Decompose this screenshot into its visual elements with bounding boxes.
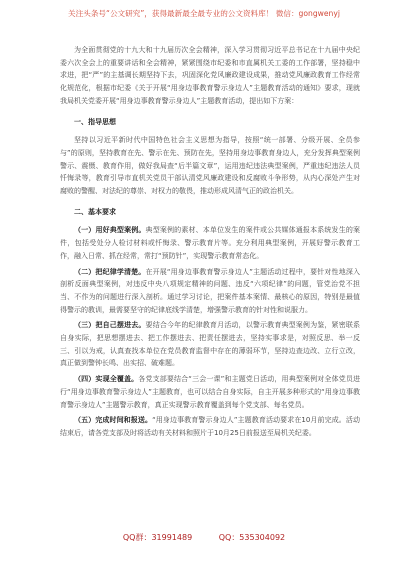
qq-number-text: QQ：535304092 — [218, 533, 286, 542]
requirement-2 — [60, 266, 360, 317]
requirement-5-text: “用身边事教育警示身边人”主题教育活动要求在10月前完成。活动结束后，请各党支部及时将活动有关材料和照片于10月25日前报送至局机关纪委。 — [60, 416, 360, 437]
requirement-5-lead: （五）完成时间和报送。 — [74, 416, 153, 425]
section-heading-basic-requirements: 二、基本要求 — [74, 207, 116, 216]
promo-banner-line: 关注头条号“公文研究”，获得最新最全最专业的公文资料库！ 微信：gongwenyj — [68, 9, 340, 18]
requirement-1 — [60, 224, 360, 262]
requirement-2-text: 在开展“用身边事教育警示身边人”主题活动过程中，要针对性地深入剖析反面典型案例，对违反中央八项规定精神的问题、违反“六项纪律”的问题，管党治党不担当、不作为的问题进行深入剖析。通过学习讨论，把案件基本案情、最核心的原因，特别是最值得警示的教训，最需要坚守的纪律底线学清楚，增强警示教育的针对性和说服力。 — [60, 267, 360, 314]
qq-group-text: QQ群：31991489 — [122, 533, 193, 542]
requirement-3 — [60, 319, 360, 370]
requirement-4-text: 各党支部要结合“三会一课”和主题党日活动，用典型案例对全体党员进行“用身边事教育警示身边人”主题教育，也可以结合自身实际，自主开展多种形式的“用身边事教育警示身边人”主题警示教育，真正实现警示教育覆盖到每个党支部、每名党员。 — [60, 375, 360, 409]
document-body — [60, 44, 360, 443]
requirement-3-lead: （三）把自己摆进去。 — [74, 321, 146, 330]
requirement-1-text: 典型案例的素材、本单位发生的案件或公共媒体通报本系统发生的案件，包括受处分人检讨材料或忏悔录、警示教育片等。充分利用典型案例，开展好警示教育工作，融入日常、抓在经常，常打“预防针”，实现警示教育常态化。 — [60, 226, 361, 260]
section-heading-guiding-ideology: 一、指导思想 — [74, 117, 116, 126]
requirement-2-lead: （二）把纪律学清楚。 — [74, 267, 146, 276]
requirement-4 — [60, 373, 360, 411]
requirement-5 — [60, 414, 360, 439]
guiding-ideology-paragraph: 坚持以习近平新时代中国特色社会主义思想为指导，按照“统一部署、分级开展、全员参与”的原则，坚持教育在先、警示在先、预防在先，坚持用身边事教育身边人，充分发挥典型案例警示、震慑、教育作用，做好我局查“后半篇文章”，运用违纪违法典型案例，严重违纪违法人员忏悔录等，教育引导市直机关党员干部认清党风廉政建设和反腐败斗争形势，从内心深处产生对腐败的警醒、对法纪的尊崇、对权力的敬畏，推动形成风清气正的政治机关。 — [60, 136, 360, 196]
contact-footer — [0, 532, 408, 543]
requirement-4-lead: （四）实现全覆盖。 — [74, 375, 139, 384]
requirement-3-text: 要结合今年的纪律教育月活动，以警示教育典型案例为鉴，紧密联系自身实际，把思想摆进去、把工作摆进去、把责任摆进去，坚持实事求是，对照反思、举一反三、引以为戒，认真查找本单位在党员教育监督中存在的薄弱环节，坚持边查边改、立行立改，真正做到警钟长鸣、出实招、破难题。 — [60, 321, 361, 368]
requirement-1-lead: （一）用好典型案例。 — [74, 226, 146, 235]
promo-banner — [0, 8, 408, 30]
intro-paragraph: 为全面贯彻党的十九大和十九届历次全会精神，深入学习贯彻习近平总书记在十九届中央纪委六次全会上的重要讲话和全会精神，紧紧围绕市纪委和市直属机关工委的工作部署，坚持稳中求进，把“严”的主基调长期坚持下去，巩固深化党风廉政建设成果，推动党风廉政教育工作经常化规范化，根据市纪委《关于开展“用身边事教育警示身边人”主题教育活动的通知》要求，现就我局机关党委开展“用身边事教育警示身边人”主题教育活动，提出如下方案： — [60, 46, 360, 105]
